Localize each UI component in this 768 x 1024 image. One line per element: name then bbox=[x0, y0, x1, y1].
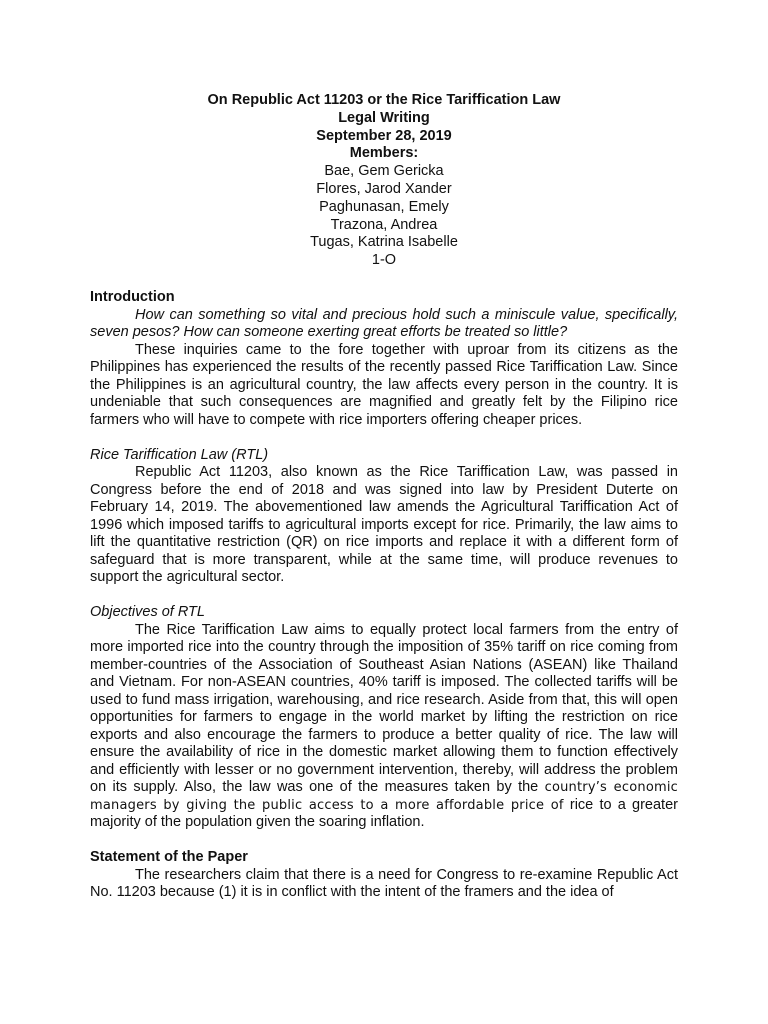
introduction-heading: Introduction bbox=[90, 289, 175, 305]
introduction-question: How can something so vital and precious hold such a miniscule value, specifically, seven pesos? How can someone exerting great efforts be treated so little? bbox=[90, 306, 678, 340]
objectives-paragraph bbox=[90, 622, 678, 832]
document-date: September 28, 2019 bbox=[316, 127, 452, 144]
section-label: 1-O bbox=[371, 252, 397, 269]
rtl-paragraph: Republic Act 11203, also known as the Rice Tariffication Law, was passed in Congress before the end of 2018 and was signed into law by President Duterte on February 14, 2019. The abovementioned law amends the Agricultural Tariffication Act of 1996 which imposed tariffs to agricultural imports except for rice. Primarily, the law aims to lift the quantitative restriction (QR) on rice imports and replace it with a different form of safeguard that is more transparent, while at the same time, will produce revenues to support the agricultural sector. bbox=[90, 464, 678, 585]
objectives-paragraph-text: The Rice Tariffication Law aims to equally protect local farmers from the entry of more imported rice into the country through the imposition of 35% tariff on rice coming from member-countries of the Association of Southeast Asian Nations (ASEAN) like Thailand and Vietnam. For non-ASEAN countries, 40% tariff is imposed. The collected tariffs will be used to fund mass irrigation, warehousing, and rice research. Aside from that, this will open opportunities for farmers to engage in the world market by lifting the restriction on rice exports and also encourage the farmers to produce a better quality of rice. The law will ensure the availability of rice in the domestic market allowing them to function effectively and efficiently with lesser or no government intervention, thereby, will address the problem on its supply. Also, the law was one of the measures taken by the bbox=[90, 621, 678, 795]
introduction-paragraph: These inquiries came to the fore together with uproar from its citizens as the Philippines has experienced the results of the recently passed Rice Tariffication Law. Since the Philippines is an agricultural country, the law affects every person in the country. It is undeniable that such consequences are magnified and greatly felt by the Filipino rice farmers who will have to compete with rice importers offering cheaper prices. bbox=[90, 341, 678, 428]
member-name: Trazona, Andrea bbox=[330, 216, 438, 233]
document-title: On Republic Act 11203 or the Rice Tariffication Law bbox=[207, 92, 561, 108]
statement-paragraph: The researchers claim that there is a need for Congress to re-examine Republic Act No. 11203 because (1) it is in conflict with the intent of the framers and the idea of bbox=[90, 866, 678, 900]
members-label: Members: bbox=[349, 145, 419, 162]
objectives-paragraph-text-end: rice to a greater majority of the population given the soaring inflation. bbox=[90, 796, 678, 830]
objectives-heading: Objectives of RTL bbox=[90, 604, 205, 620]
member-name: Bae, Gem Gericka bbox=[324, 163, 444, 180]
rtl-heading: Rice Tariffication Law (RTL) bbox=[90, 446, 269, 463]
statement-heading: Statement of the Paper bbox=[90, 849, 248, 865]
objectives-paragraph-text-alt-font: country’s economic managers by giving the public access to a more affordable price of bbox=[90, 780, 678, 813]
member-name: Flores, Jarod Xander bbox=[316, 180, 452, 197]
member-name: Paghunasan, Emely bbox=[319, 198, 449, 215]
document-body bbox=[90, 289, 678, 902]
member-name: Tugas, Katrina Isabelle bbox=[310, 234, 458, 251]
document-subject: Legal Writing bbox=[338, 109, 430, 126]
document-header bbox=[0, 92, 768, 270]
